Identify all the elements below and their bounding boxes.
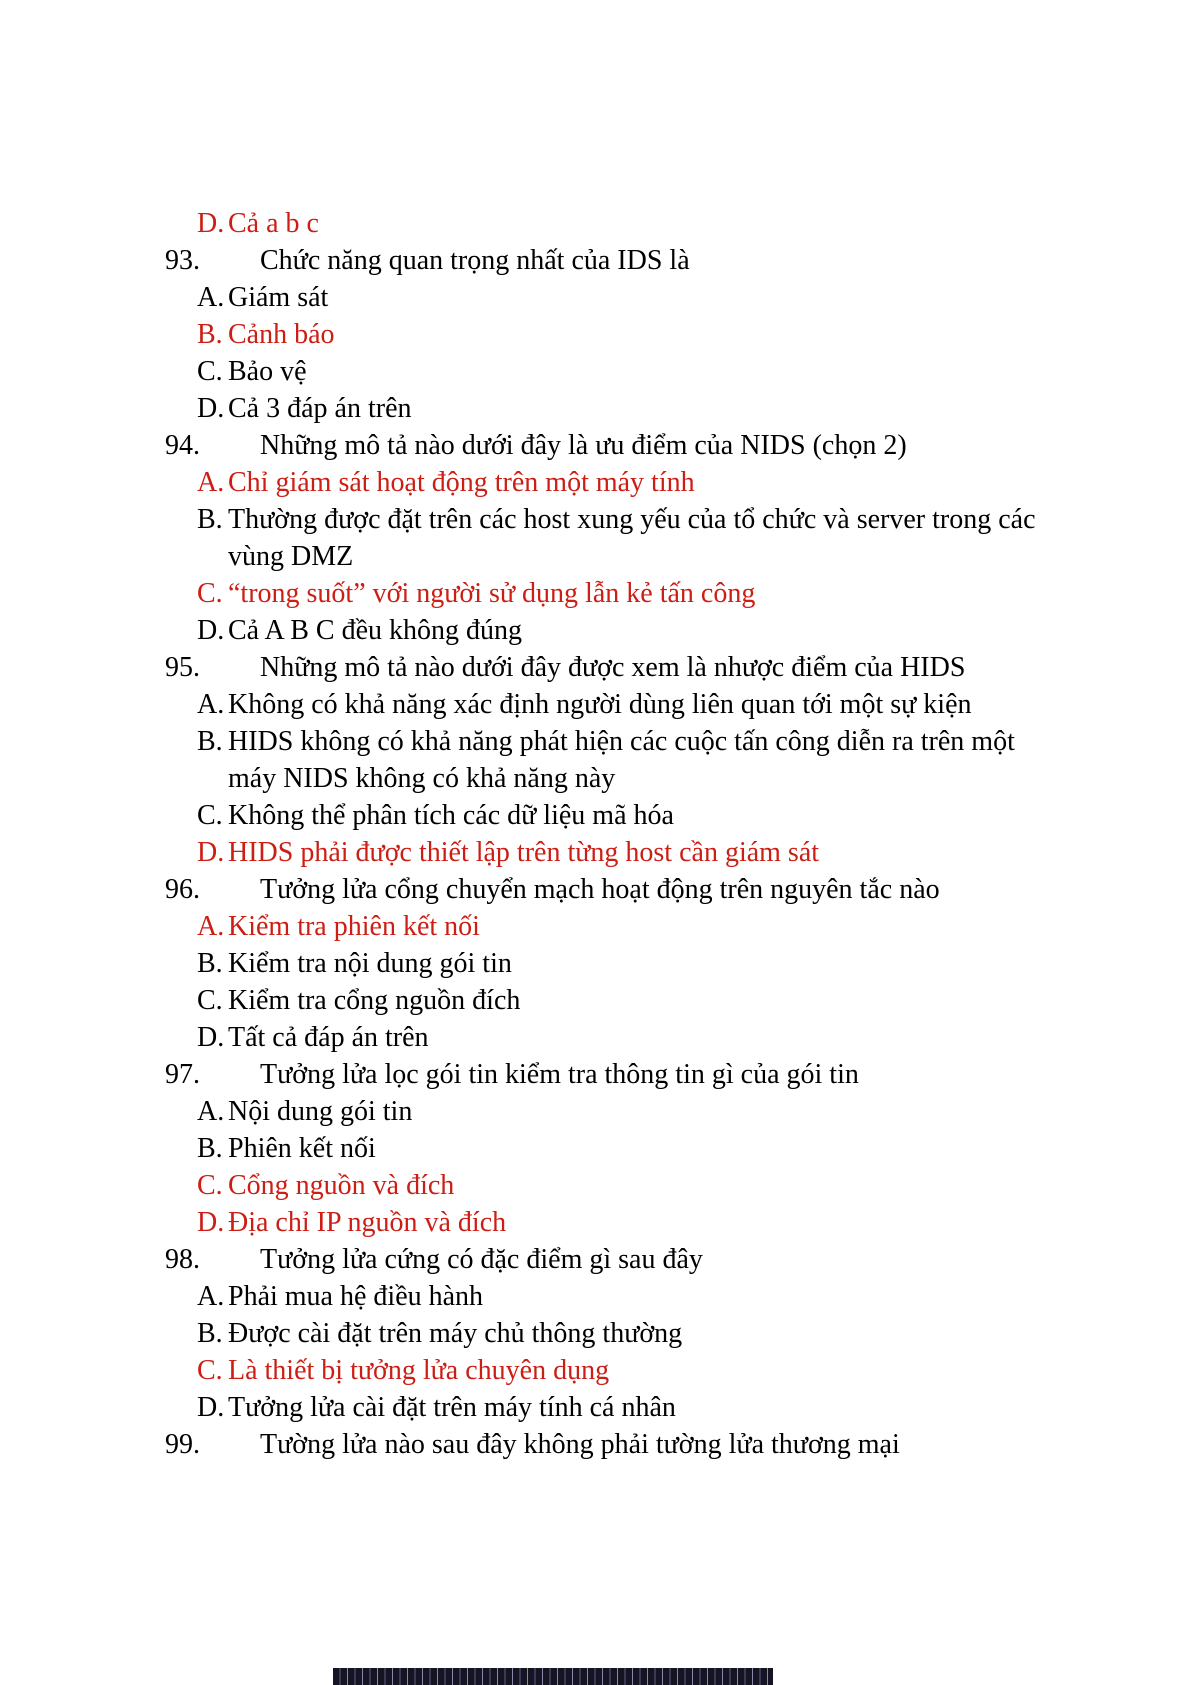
question-line bbox=[165, 1056, 1040, 1093]
answer-option bbox=[165, 1130, 1040, 1167]
option-text: Phải mua hệ điều hành bbox=[228, 1281, 484, 1312]
options-group bbox=[165, 464, 1040, 649]
option-text: HIDS phải được thiết lập trên từng host cần giám sát bbox=[228, 837, 820, 868]
option-text: HIDS không có khả năng phát hiện các cuộc tấn công diễn ra trên một máy NIDS không có khả năng này bbox=[228, 726, 1015, 794]
option-text: “trong suốt” với người sử dụng lẫn kẻ tấn công bbox=[228, 578, 756, 609]
answer-option bbox=[165, 575, 1040, 612]
question-block bbox=[165, 1241, 1040, 1426]
option-text: Cả A B C đều không đúng bbox=[228, 615, 523, 646]
option-text: Tưởng lửa cài đặt trên máy tính cá nhân bbox=[228, 1392, 676, 1423]
question-line bbox=[165, 871, 1040, 908]
question-block bbox=[165, 1426, 1040, 1463]
option-label: A. bbox=[197, 911, 225, 942]
answer-option bbox=[165, 205, 1040, 242]
option-label: A. bbox=[197, 689, 225, 720]
option-label: D. bbox=[197, 208, 225, 239]
option-label: B. bbox=[197, 319, 223, 350]
answer-option bbox=[165, 316, 1040, 353]
question-number: 96. bbox=[165, 874, 200, 905]
answer-option bbox=[165, 686, 1040, 723]
option-text: Giám sát bbox=[228, 282, 329, 313]
option-label: A. bbox=[197, 1096, 225, 1127]
option-label: D. bbox=[197, 615, 225, 646]
answer-option bbox=[165, 353, 1040, 390]
question-text: Tưởng lửa lọc gói tin kiểm tra thông tin gì của gói tin bbox=[260, 1059, 859, 1090]
question-line bbox=[165, 427, 1040, 464]
question-number: 94. bbox=[165, 430, 200, 461]
option-text: Cả 3 đáp án trên bbox=[228, 393, 412, 424]
answer-option bbox=[165, 612, 1040, 649]
answer-option bbox=[165, 1389, 1040, 1426]
option-label: A. bbox=[197, 282, 225, 313]
option-label: B. bbox=[197, 726, 223, 757]
option-label: A. bbox=[197, 1281, 225, 1312]
question-block bbox=[165, 871, 1040, 1056]
option-text: Địa chỉ IP nguồn và đích bbox=[228, 1207, 507, 1238]
option-label: D. bbox=[197, 1022, 225, 1053]
question-number: 99. bbox=[165, 1429, 200, 1460]
option-label: D. bbox=[197, 1392, 225, 1423]
question-number: 98. bbox=[165, 1244, 200, 1275]
option-label: C. bbox=[197, 1170, 223, 1201]
question-block bbox=[165, 242, 1040, 427]
option-text: Kiểm tra phiên kết nối bbox=[228, 911, 480, 942]
answer-option bbox=[165, 390, 1040, 427]
option-label: C. bbox=[197, 1355, 223, 1386]
option-text: Không thể phân tích các dữ liệu mã hóa bbox=[228, 800, 674, 831]
option-label: B. bbox=[197, 1318, 223, 1349]
question-line bbox=[165, 242, 1040, 279]
answer-option bbox=[165, 945, 1040, 982]
question-line bbox=[165, 649, 1040, 686]
option-text: Không có khả năng xác định người dùng liên quan tới một sự kiện bbox=[228, 689, 972, 720]
question-line bbox=[165, 1241, 1040, 1278]
option-text: Cổng nguồn và đích bbox=[228, 1170, 455, 1201]
answer-option bbox=[165, 464, 1040, 501]
option-text: Nội dung gói tin bbox=[228, 1096, 413, 1127]
answer-option bbox=[165, 1352, 1040, 1389]
option-text: Cảnh báo bbox=[228, 319, 335, 350]
option-text: Kiểm tra nội dung gói tin bbox=[228, 948, 512, 979]
question-text: Tường lửa nào sau đây không phải tường lửa thương mại bbox=[260, 1429, 900, 1460]
answer-option bbox=[165, 908, 1040, 945]
answer-option bbox=[165, 1204, 1040, 1241]
answer-option bbox=[165, 1019, 1040, 1056]
option-label: B. bbox=[197, 504, 223, 535]
question-text: Tưởng lửa cổng chuyển mạch hoạt động trên nguyên tắc nào bbox=[260, 874, 940, 905]
answer-option bbox=[165, 834, 1040, 871]
answer-option bbox=[165, 797, 1040, 834]
question-block bbox=[165, 1056, 1040, 1241]
question-text: Chức năng quan trọng nhất của IDS là bbox=[260, 245, 690, 276]
options-group bbox=[165, 1093, 1040, 1241]
answer-option bbox=[165, 1315, 1040, 1352]
option-text: Chỉ giám sát hoạt động trên một máy tính bbox=[228, 467, 695, 498]
option-text: Tất cả đáp án trên bbox=[228, 1022, 429, 1053]
options-group bbox=[165, 686, 1040, 871]
options-group bbox=[165, 279, 1040, 427]
option-text: Là thiết bị tưởng lửa chuyên dụng bbox=[228, 1355, 610, 1386]
option-label: B. bbox=[197, 948, 223, 979]
question-block bbox=[165, 649, 1040, 871]
answer-option bbox=[165, 501, 1040, 575]
answer-option bbox=[165, 279, 1040, 316]
options-group bbox=[165, 908, 1040, 1056]
option-text: Kiểm tra cổng nguồn đích bbox=[228, 985, 521, 1016]
question-number: 95. bbox=[165, 652, 200, 683]
cutoff-footer-strip bbox=[333, 1668, 773, 1685]
option-text: Cả a b c bbox=[228, 208, 319, 239]
answer-option bbox=[165, 723, 1040, 797]
answer-option bbox=[165, 1093, 1040, 1130]
option-label: C. bbox=[197, 356, 223, 387]
option-text: Bảo vệ bbox=[228, 356, 307, 387]
option-label: C. bbox=[197, 985, 223, 1016]
question-number: 93. bbox=[165, 245, 200, 276]
option-text: Thường được đặt trên các host xung yếu của tổ chức và server trong các vùng DMZ bbox=[228, 504, 1036, 572]
question-list bbox=[165, 242, 1040, 1463]
option-label: C. bbox=[197, 578, 223, 609]
options-group bbox=[165, 1278, 1040, 1426]
question-number: 97. bbox=[165, 1059, 200, 1090]
option-label: A. bbox=[197, 467, 225, 498]
answer-option bbox=[165, 1167, 1040, 1204]
question-block bbox=[165, 427, 1040, 649]
question-text: Tưởng lửa cứng có đặc điểm gì sau đây bbox=[260, 1244, 703, 1275]
option-label: C. bbox=[197, 800, 223, 831]
option-label: D. bbox=[197, 1207, 225, 1238]
quiz-document bbox=[165, 205, 1040, 1463]
option-label: D. bbox=[197, 837, 225, 868]
question-text: Những mô tả nào dưới đây là ưu điểm của NIDS (chọn 2) bbox=[260, 430, 907, 461]
option-text: Được cài đặt trên máy chủ thông thường bbox=[228, 1318, 683, 1349]
question-line bbox=[165, 1426, 1040, 1463]
answer-option bbox=[165, 1278, 1040, 1315]
option-label: B. bbox=[197, 1133, 223, 1164]
option-text: Phiên kết nối bbox=[228, 1133, 376, 1164]
question-text: Những mô tả nào dưới đây được xem là nhược điểm của HIDS bbox=[260, 652, 966, 683]
option-label: D. bbox=[197, 393, 225, 424]
answer-option bbox=[165, 982, 1040, 1019]
